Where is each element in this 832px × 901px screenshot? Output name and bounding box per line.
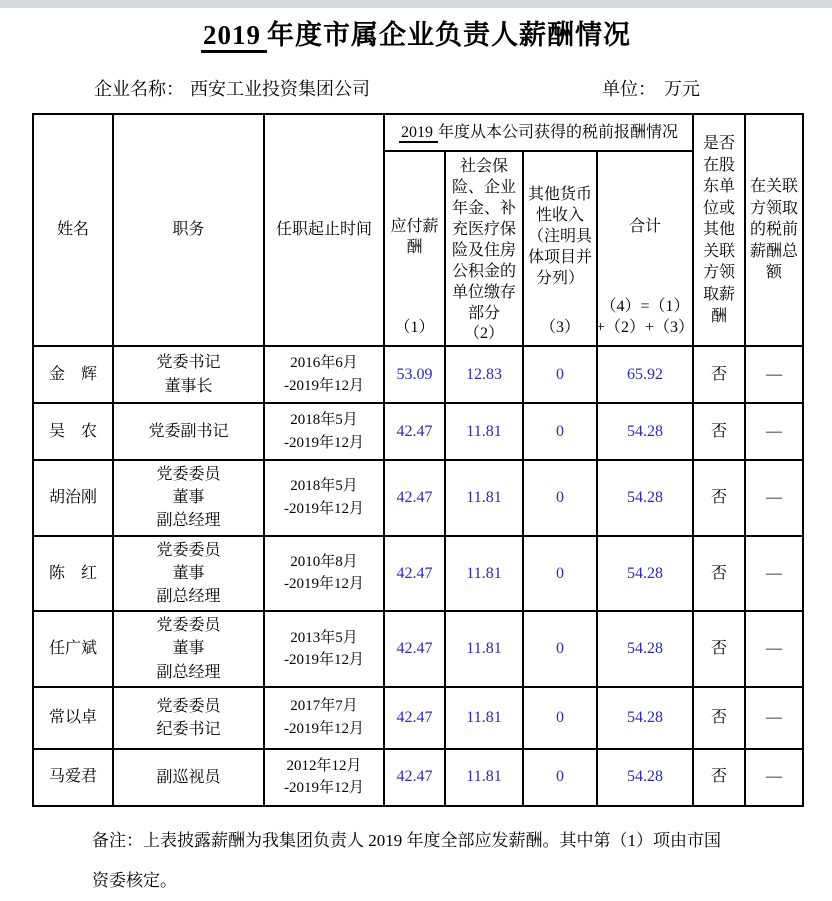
company-label: 企业名称： [94, 79, 184, 100]
total-value: 54.28 [597, 460, 693, 536]
company-name-line [94, 75, 370, 101]
related-flag: 否 [693, 536, 745, 612]
related-flag: 否 [693, 749, 745, 806]
total-value: 54.28 [597, 611, 693, 687]
header-total-formula-line1: （4）=（1） [600, 298, 690, 315]
term-from: 2012年12月 [286, 757, 362, 774]
other-value: 0 [523, 687, 597, 749]
header-payable-title: 应付薪酬 [390, 217, 439, 256]
position-line: 副总经理 [156, 512, 221, 530]
total-value: 54.28 [597, 403, 693, 460]
header-term: 任职起止时间 [264, 114, 384, 346]
term-from: 2018年5月 [290, 412, 358, 429]
other-value: 0 [523, 346, 597, 403]
related-amount: — [745, 460, 803, 536]
other-value: 0 [523, 403, 597, 460]
footnote-line2: 资委核定。 [92, 870, 177, 890]
title-text: 年度市属企业负责人薪酬情况 [267, 20, 631, 50]
table-row [33, 460, 803, 536]
related-amount: — [745, 611, 803, 687]
title-year-underlined: 2019 [201, 20, 267, 53]
term-from: 2013年5月 [290, 629, 358, 646]
payable-value: 42.47 [384, 687, 445, 749]
position-line: 党委委员 [156, 466, 221, 484]
table-row [33, 346, 803, 403]
related-flag: 否 [693, 611, 745, 687]
header-social [445, 151, 523, 346]
header-payable-index: （1） [394, 318, 435, 336]
position-line: 副总经理 [156, 663, 221, 681]
table-row [33, 403, 803, 460]
social-value: 11.81 [445, 749, 523, 806]
unit-line [602, 75, 700, 101]
header-payable [384, 151, 445, 346]
position-line: 党委副书记 [148, 423, 229, 440]
pretax-group-text: 年度从本公司获得的税前报酬情况 [438, 123, 679, 141]
other-value: 0 [523, 749, 597, 806]
social-value: 12.83 [445, 346, 523, 403]
social-value: 11.81 [445, 536, 523, 612]
header-total-layout [595, 156, 695, 342]
footnote [92, 821, 752, 901]
header-social-layout [448, 156, 520, 342]
position-line: 董事 [172, 564, 205, 582]
table-row [33, 687, 803, 749]
name-cell: 任广斌 [33, 611, 113, 687]
related-amount: — [745, 346, 803, 403]
term-to: -2019年12月 [284, 500, 364, 517]
header-related-pay: 是否在股东单位或其他关联方领取薪酬 [693, 114, 745, 346]
term-to: -2019年12月 [284, 720, 364, 737]
header-other-title: 其他货币性收入（注明具体项目并分列） [527, 185, 592, 288]
position-cell [113, 460, 264, 536]
payable-value: 42.47 [384, 611, 445, 687]
term-from: 2010年8月 [290, 553, 358, 570]
term-from: 2016年6月 [290, 355, 358, 372]
term-cell [264, 611, 384, 687]
total-value: 54.28 [597, 749, 693, 806]
header-social-title: 社会保险、企业年金、补充医疗保险及住房公积金的单位缴存部分 [451, 157, 516, 323]
payable-value: 53.09 [384, 346, 445, 403]
term-cell [264, 749, 384, 806]
term-cell [264, 687, 384, 749]
header-total [597, 151, 693, 346]
related-flag: 否 [693, 403, 745, 460]
related-amount: — [745, 403, 803, 460]
term-to: -2019年12月 [284, 377, 364, 394]
term-cell [264, 346, 384, 403]
other-value: 0 [523, 611, 597, 687]
term-to: -2019年12月 [284, 434, 364, 451]
other-value: 0 [523, 536, 597, 612]
header-pretax-group [384, 114, 693, 151]
header-total-formula-line2: +（2）+（3） [595, 318, 695, 336]
position-line: 党委委员 [156, 541, 221, 559]
table-row [33, 536, 803, 612]
position-cell [113, 346, 264, 403]
other-value: 0 [523, 460, 597, 536]
term-to: -2019年12月 [284, 652, 364, 668]
position-line: 董事 [172, 489, 205, 507]
term-to: -2019年12月 [284, 780, 364, 797]
name-cell: 常以卓 [33, 687, 113, 749]
related-flag: 否 [693, 687, 745, 749]
related-amount: — [745, 749, 803, 806]
position-line: 董事长 [164, 377, 213, 395]
header-total-formula [596, 297, 694, 342]
meta-row [0, 75, 832, 101]
payable-value: 42.47 [384, 536, 445, 612]
position-cell [113, 611, 264, 687]
term-to: -2019年12月 [284, 576, 364, 593]
company-name: 西安工业投资集团公司 [190, 79, 370, 100]
header-row-group [33, 114, 803, 151]
term-cell [264, 403, 384, 460]
related-amount: — [745, 536, 803, 612]
position-line: 副总经理 [156, 588, 221, 606]
position-line: 党委书记 [156, 354, 221, 372]
unit-label: 单位： [602, 79, 656, 100]
name-cell: 马爱君 [33, 749, 113, 806]
header-other [523, 151, 597, 346]
name-cell: 吴 农 [33, 403, 113, 460]
term-from: 2018年5月 [290, 478, 358, 495]
position-cell [113, 403, 264, 460]
header-name: 姓名 [33, 114, 113, 346]
payable-value: 42.47 [384, 749, 445, 806]
related-amount: — [745, 687, 803, 749]
table-row [33, 611, 803, 687]
position-line: 副巡视员 [156, 768, 221, 786]
related-flag: 否 [693, 460, 745, 536]
social-value: 11.81 [445, 611, 523, 687]
social-value: 11.81 [445, 403, 523, 460]
term-cell [264, 460, 384, 536]
position-line: 党委委员 [156, 697, 221, 715]
name-cell: 金 辉 [33, 346, 113, 403]
related-flag: 否 [693, 346, 745, 403]
position-cell [113, 749, 264, 806]
social-value: 11.81 [445, 687, 523, 749]
total-value: 54.28 [597, 536, 693, 612]
page-title [0, 18, 832, 53]
name-cell: 胡治刚 [33, 460, 113, 536]
header-total-title: 合计 [629, 217, 662, 235]
position-cell [113, 536, 264, 612]
header-related-total: 在关联方领取的税前薪酬总额 [745, 114, 803, 346]
header-payable-layout [387, 156, 442, 342]
position-line: 党委委员 [156, 617, 221, 635]
term-from: 2017年7月 [290, 698, 358, 715]
header-social-index: （2） [463, 325, 504, 343]
payable-value: 42.47 [384, 403, 445, 460]
name-cell: 陈 红 [33, 536, 113, 612]
position-cell [113, 687, 264, 749]
unit-value: 万元 [664, 79, 700, 100]
page-top-strip [0, 0, 832, 8]
social-value: 11.81 [445, 460, 523, 536]
total-value: 54.28 [597, 687, 693, 749]
header-other-index: （3） [539, 318, 580, 336]
term-cell [264, 536, 384, 612]
table-row [33, 749, 803, 806]
position-line: 董事 [172, 640, 205, 658]
header-position: 职务 [113, 114, 264, 346]
header-other-layout [526, 156, 594, 342]
salary-table [32, 113, 804, 807]
footnote-line1: 备注：上表披露薪酬为我集团负责人 2019 年度全部应发薪酬。其中第（1）项由市国 [92, 830, 721, 850]
position-line: 纪委书记 [156, 720, 221, 738]
total-value: 65.92 [597, 346, 693, 403]
pretax-year-underlined: 2019 [399, 124, 438, 143]
payable-value: 42.47 [384, 460, 445, 536]
